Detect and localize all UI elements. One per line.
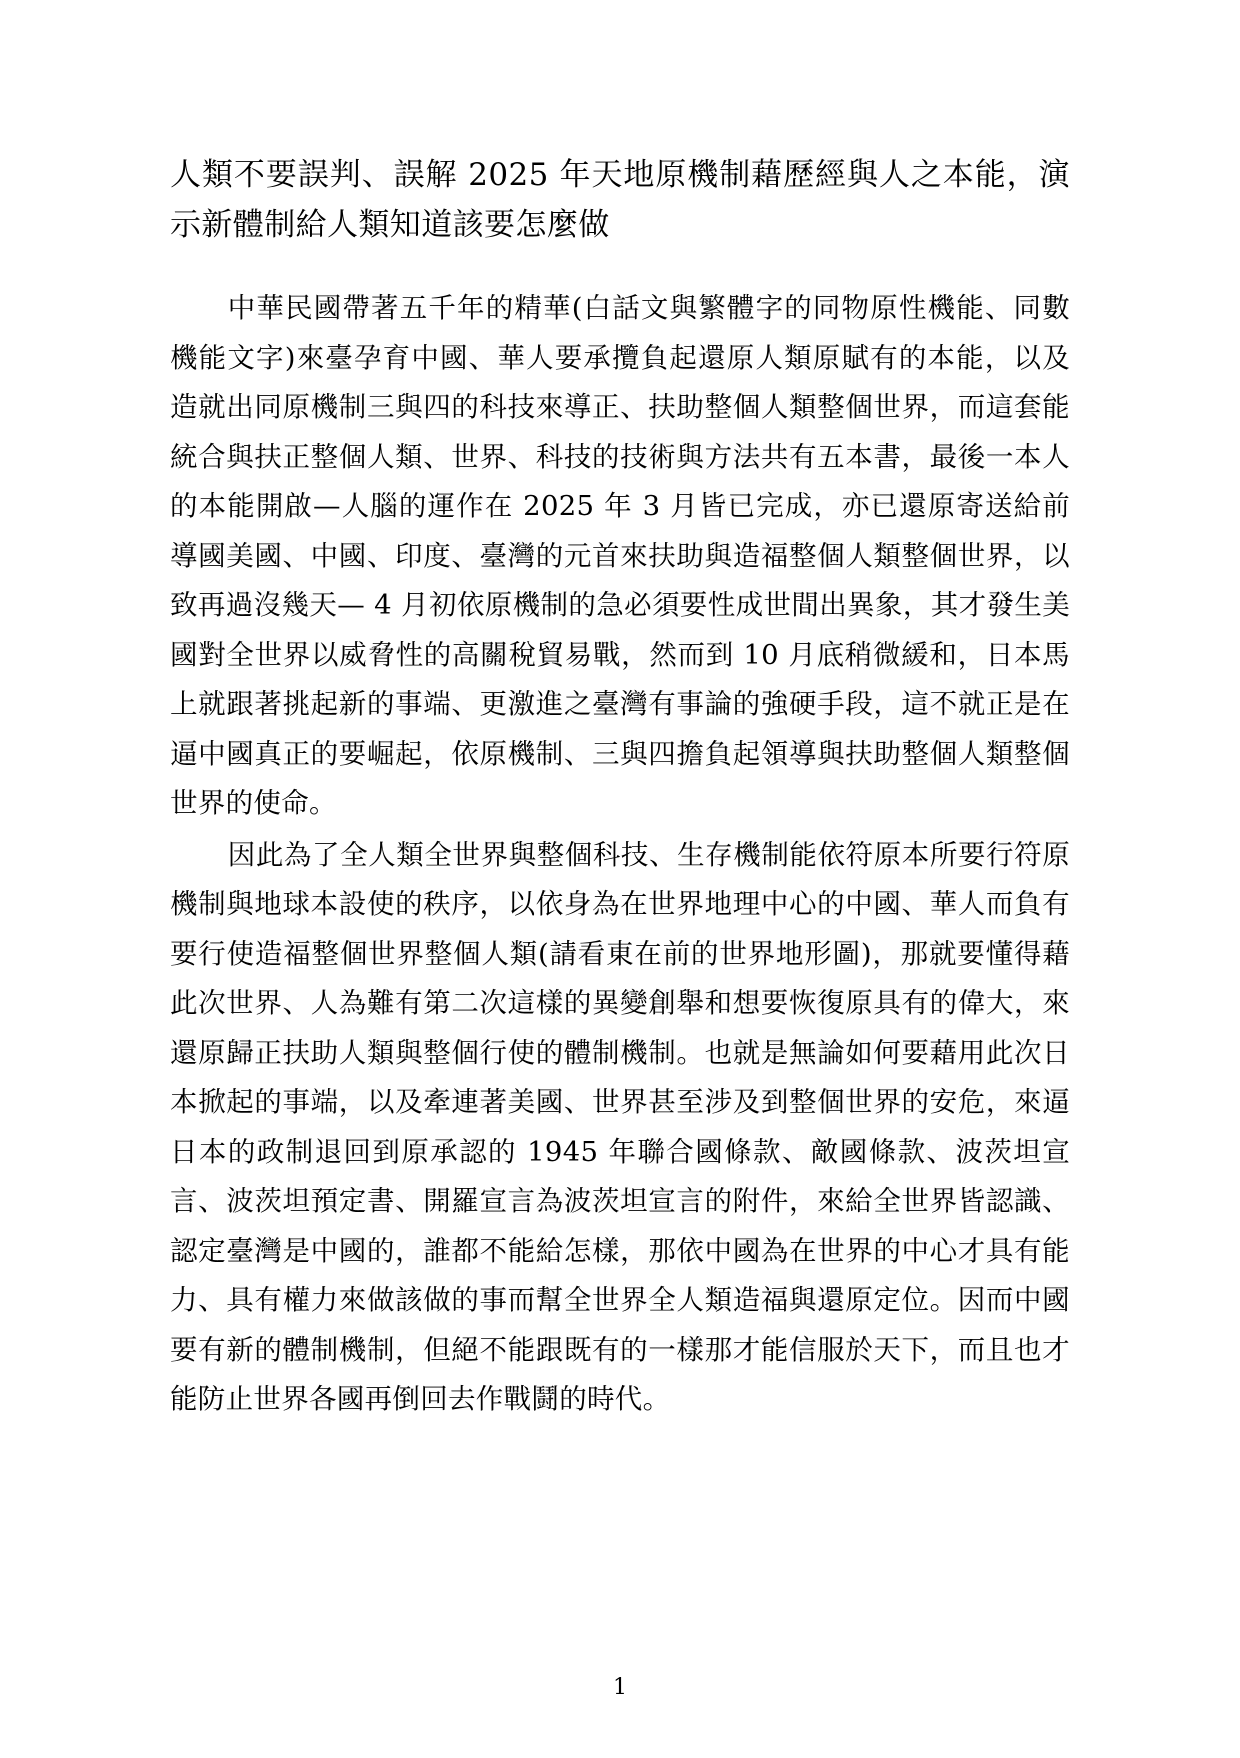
body-paragraph-1: 中華民國帶著五千年的精華(白話文與繁體字的同物原性機能、同數機能文字)來臺孕育中國、華人要承攬負起還原人類原賦有的本能，以及造就出同原機制三與四的科技來導正、扶助整個人類整個世界，而這套能統合與扶正整個人類、世界、科技的技術與方法共有五本書，最後一本人的本能開啟—人腦的運作在 2025 年 3 月皆已完成，亦已還原寄送給前導國美國、中國、印度、臺灣的元首來扶助與造福整個人類整個世界，以致再過沒幾天— 4 月初依原機制的急必須要性成世間出異象，其才發生美國對全世界以威脅性的高關稅貿易戰，然而到 10 月底稍微緩和，日本馬上就跟著挑起新的事端、更激進之臺灣有事論的強硬手段，這不就正是在逼中國真正的要崛起，依原機制、三與四擔負起領導與扶助整個人類整個世界的使命。 <box>170 292 1070 820</box>
page-number: 1 <box>613 1675 627 1700</box>
body-paragraph-2: 因此為了全人類全世界與整個科技、生存機制能依符原本所要行符原機制與地球本設使的秩序，以依身為在世界地理中心的中國、華人而負有要行使造福整個世界整個人類(請看東在前的世界地形圖)，那就要懂得藉此次世界、人為難有第二次這樣的異變創舉和想要恢復原具有的偉大，來還原歸正扶助人類與整個行使的體制機制。也就是無論如何要藉用此次日本掀起的事端，以及牽連著美國、世界甚至涉及到整個世界的安危，來逼日本的政制退回到原承認的 1945 年聯合國條款、敵國條款、波茨坦宣言、波茨坦預定書、開羅宣言為波茨坦宣言的附件，來給全世界皆認識、認定臺灣是中國的，誰都不能給怎樣，那依中國為在世界的中心才具有能力、具有權力來做該做的事而幫全世界全人類造福與還原定位。因而中國要有新的體制機制，但絕不能跟既有的一樣那才能信服於天下，而且也才能防止世界各國再倒回去作戰鬪的時代。 <box>170 838 1070 1416</box>
page-title: 人類不要誤判、誤解 2025 年天地原機制藉歷經與人之本能，演示新體制給人類知道該要怎麼做 <box>170 157 1070 244</box>
